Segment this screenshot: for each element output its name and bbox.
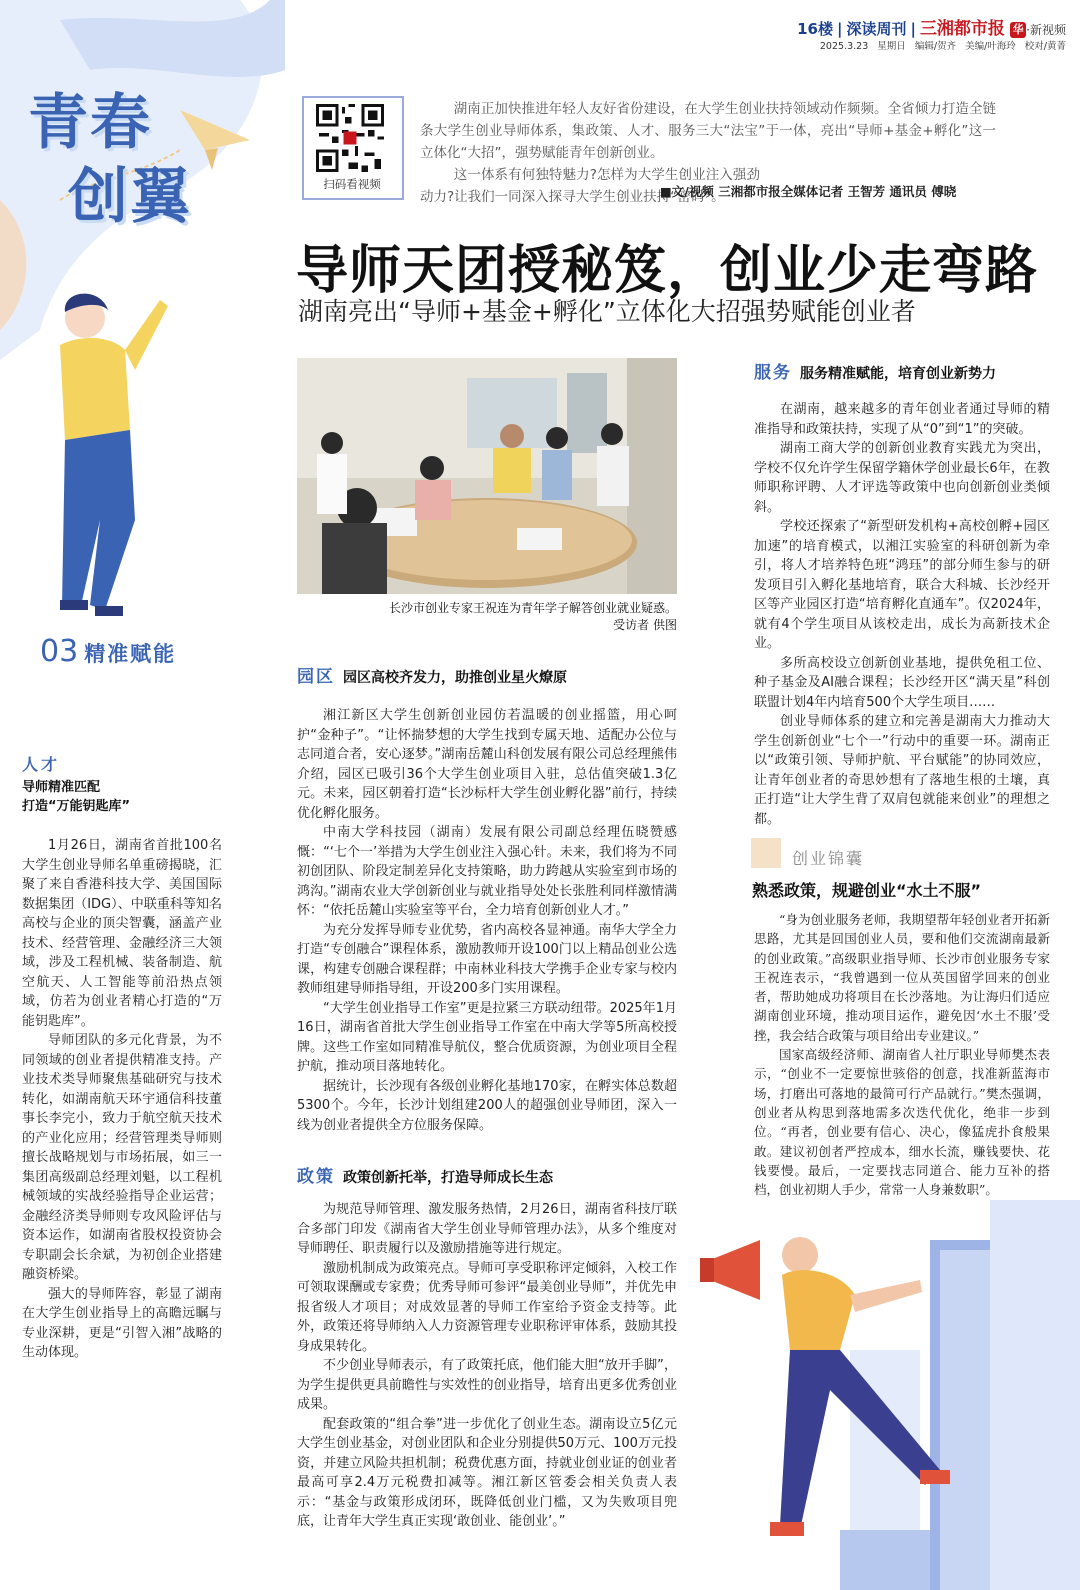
section-label [40,634,176,669]
talent-section-body [22,836,222,1363]
runner-illustration [690,1200,1080,1590]
park-paragraph: 湘江新区大学生创新创业园仿若温暖的创业摇篮，用心呵护“金种子”。“让怀揣梦想的大学生找到专属天地、适配办公位与志同道合者，安心逐梦。”湖南岳麓山科创发展有限公司总经理熊伟介绍，园区已吸引36个大学生创业项目入驻，总估值突破1.3亿元。未来，园区朝着打造“长沙标杆大学生创业孵化器”前行，持续优化孵化服务。 [297,708,677,821]
editor-credit: 编辑/贺齐 [914,41,957,52]
section-number: 03 [40,634,79,669]
service-paragraph: 创业导师体系的建立和完善是湖南大力推动大学生创新创业“七个一”行动中的重要一环。湖南正以“政策引领、导师护航、平台赋能”的协同效应，让青年创业者的奇思妙想有了落地生根的土壤，真正打造“让大学生背了双肩包就能来创业”的理想之都。 [754,714,1050,827]
byline: ■文/视频 三湘都市报全媒体记者 王智芳 通讯员 傅晓 [660,184,957,199]
policy-paragraph: 激励机制成为政策亮点。导师可享受职称评定倾斜，入校工作可领取课酬或专家费；优秀导师可参评“最美创业导师”，并优先申报省级人才项目；对成效显著的导师工作室给予资金支持等。此外，政策还将导师纳入人力资源管理专业职称评审体系，鼓励其投身成果转化。 [297,1260,677,1354]
service-section-title: 服务精准赋能，培育创业新势力 [800,366,996,382]
meeting-photo [297,358,677,594]
masthead: 16楼 | 深读周刊 | 三湘都市报 华 ·新视频 [797,19,1066,39]
photo-caption [297,600,677,634]
park-paragraph: 据统计，长沙现有各级创业孵化基地170家，在孵实体总数超5300个。今年，长沙计划组建200人的超强创业导师团，深入一线为创业者提供全方位服务保障。 [297,1078,677,1133]
app-name: ·新视频 [1026,23,1066,37]
column-name: 深读周刊 [846,20,907,38]
service-section-tag: 服务 [754,363,792,383]
policy-paragraph: 不少创业导师表示，有了政策托底，他们能大胆“放开手脚”，为学生提供更具前瞻性与实效性的创业指导，培育出更多优秀创业成果。 [297,1358,677,1412]
tips-section-body [754,910,1050,1199]
talent-title-line1: 导师精准匹配 [22,780,101,795]
section-name: 精准赋能 [84,642,177,666]
theme-title [28,86,192,234]
girl-figure [60,294,168,616]
intro-paragraph: 湖南正加快推进年轻人友好省份建设，在大学生创业扶持领域动作频频。全省倾力打造全链条大学生创业导师体系，集政策、人才、服务三大“法宝”于一体，亮出“导师+基金+孵化”这一立体化“大招”，强势赋能青年创新创业。 [420,101,996,161]
intro-paragraph: 这一体系有何独特魅力?怎样为大学生创业注入强劲动力?让我们一同深入探寻大学生创业扶持“密码”。 [420,167,760,205]
park-section-tag: 园区 [297,667,335,687]
policy-section-title: 政策创新托举，打造导师成长生态 [343,1170,553,1186]
app-badge-icon: 华 [1010,22,1026,38]
megaphone-icon [700,1240,760,1300]
talent-section-tag: 人才 [22,755,61,774]
masthead-meta [814,38,1066,52]
art-editor-credit: 美编/叶海玲 [965,41,1016,52]
talent-paragraph: 导师团队的多元化背景，为不同领域的创业者提供精准支持。产业技术类导师聚焦基础研究与技术转化，如湖南航天环宇通信科技董事长李完小，致力于航空航天技术的产业化应用；经营管理类导师则擅长战略规划与市场拓展，如三一集团高级副总经理刘魁，以工程机械领域的实战经验指导企业运营；金融经济类导师则专攻风险评估与资本运作，如湖南省股权投资协会专职副会长余斌，为初创企业搭建融资桥梁。 [22,1033,222,1282]
tips-paragraph: “身为创业服务老师，我期望帮年轻创业者开拓新思路，尤其是回国创业人员，要和他们交流湖南最新的创业政策。”高级职业指导师、长沙市创业服务专家王祝连表示，“我曾遇到一位从英国留学回来的创业者，帮助她成功将项目在长沙落地。为让海归们适应湖南创业环境，推动项目运作，避免因‘水土不服’受挫，我会结合政策与项目给出专业建议。” [754,912,1050,1043]
service-paragraph: 学校还探索了“新型研发机构+高校创孵+园区加速”的培育模式，以湘江实验室的科研创新为牵引，将人才培养特色班“鸿珏”的部分师生参与的研发项目引入孵化基地培育，联合大科城、长沙经开区等产业园区打造“培育孵化直通车”。仅2024年，就有4个学生项目从该校走出，成长为高新技术企业。 [754,519,1050,651]
service-section-header [754,358,996,383]
service-section-body [754,400,1050,829]
tips-decoration [751,838,781,868]
park-section-title: 园区高校齐发力，助推创业星火燎原 [343,670,567,686]
policy-section-tag: 政策 [297,1167,335,1187]
talent-paragraph: 1月26日，湖南省首批100名大学生创业导师名单重磅揭晓，汇聚了来自香港科技大学、美国国际数据集团（IDG）、中联重科等知名高校与企业的顶尖智囊，涵盖产业技术、经营管理、金融经济三大领域，涉及工程机械、装备制造、航空航天、人工智能等前沿热点领域，仿若为创业者精心打造的“万能钥匙库”。 [22,838,222,1029]
tips-paragraph: 国家高级经济师、湖南省人社厅职业导师樊杰表示，“创业不一定要惊世骇俗的创意，找准新蓝海市场，打磨出可落地的最简可行产品就行。”樊杰强调，创业者从构思到落地需多次迭代优化，绝非一步到位。“再者，创业要有信心、决心，像猛虎扑食般果敢。建议初创者严控成本，细水长流，赚钱要快、花钱要慢。最后，一定要找志同道合、能力互补的搭档，创业初期人手少，常常一人身兼数职”。 [754,1047,1050,1198]
tips-section-title: 熟悉政策，规避创业“水土不服” [752,881,982,900]
subheadline: 湖南亮出“导师+基金+孵化”立体化大招强势赋能创业者 [298,297,916,326]
paper-name: 三湘都市报 [919,19,1005,39]
qr-code-icon[interactable] [316,104,384,172]
proofreader-credit: 校对/黄菁 [1024,41,1066,52]
talent-paragraph: 强大的导师阵容，彰显了湖南在大学生创业指导上的高瞻远瞩与专业深耕，更是“引智入湘”战略的生动体现。 [22,1286,222,1360]
park-paragraph: 中南大学科技园（湖南）发展有限公司副总经理伍晓赞感慨：“‘七个一’举措为大学生创业注入强心针。未来，我们将为不同初创团队、阶段定制差异化支持策略，助力跨越从实验室到市场的鸿沟。”湖南农业大学创新创业与就业指导处处长张胜利同样激情满怀：“依托岳麓山实验室等平台，全力培育创新创业人才。” [297,825,677,918]
issue-date: 2025.3.23 [819,41,869,52]
policy-section-body [297,1200,677,1532]
qr-caption: 扫码看视频 [323,177,381,191]
tips-section-tag: 创业锦囊 [792,849,865,868]
theme-line2: 创翼 [68,162,192,232]
policy-paragraph: 配套政策的“组合拳”进一步优化了创业生态。湖南设立5亿元大学生创业基金，对创业团队和企业分别提供50万元、100万元投资，并建立风险共担机制；税费优惠方面，持就业创业证的创业者最高可享2.4万元税费扣减等。湘江新区管委会相关负责人表示：“基金与政策形成闭环，既降低创业门槛，又为失败项目兜底，让青年大学生真正实现‘敢创业、能创业’。” [297,1416,677,1529]
theme-line1: 青春 [28,88,152,158]
policy-section-header [297,1162,553,1187]
park-section-body [297,706,677,1135]
service-paragraph: 湖南工商大学的创新创业教育实践尤为突出，学校不仅允许学生保留学籍休学创业最长6年，在教师职称评聘、人才评选等政策中也向创新创业类倾斜。 [754,441,1050,515]
park-paragraph: 为充分发挥导师专业优势，省内高校各显神通。南华大学全力打造“专创融合”课程体系，激励教师开设100门以上精品创业公选课，构建专创融合课程群；中南林业科技大学携手企业专家与校内教师组建导师指导组，开设200多门实用课程。 [297,922,677,996]
service-paragraph: 在湖南，越来越多的青年创业者通过导师的精准指导和政策扶持，实现了从“0”到“1”的突破。 [754,402,1050,437]
policy-paragraph: 为规范导师管理、激发服务热情，2月26日，湖南省科技厅联合多部门印发《湖南省大学生创业导师管理办法》，从多个维度对导师聘任、职责履行以及激励措施等进行规定。 [297,1202,677,1256]
talent-title-line2: 打造“万能钥匙库” [22,799,131,814]
service-paragraph: 多所高校设立创新创业基地，提供免租工位、种子基金及AI融合课程；长沙经开区“满天星”科创联盟计划4年内培育500个大学生项目…… [754,655,1050,710]
photo-caption-text: 长沙市创业专家王祝连为青年学子解答创业就业疑惑。 [388,601,677,615]
park-paragraph: “大学生创业指导工作室”更是拉紧三方联动纽带。2025年1月16日，湖南省首批大学生创业指导工作室在中南大学等5所高校授牌。这些工作室如同精准导航仪，整合优质资源，为创业项目全程护航，推动项目落地转化。 [297,1000,677,1074]
headline: 导师天团授秘笈，创业少走弯路 [296,241,1039,301]
photo-credit: 受访者 供图 [613,618,677,632]
park-section-header [297,662,567,687]
issue-weekday: 星期日 [877,41,906,52]
floor-label: 16楼 [797,20,833,38]
